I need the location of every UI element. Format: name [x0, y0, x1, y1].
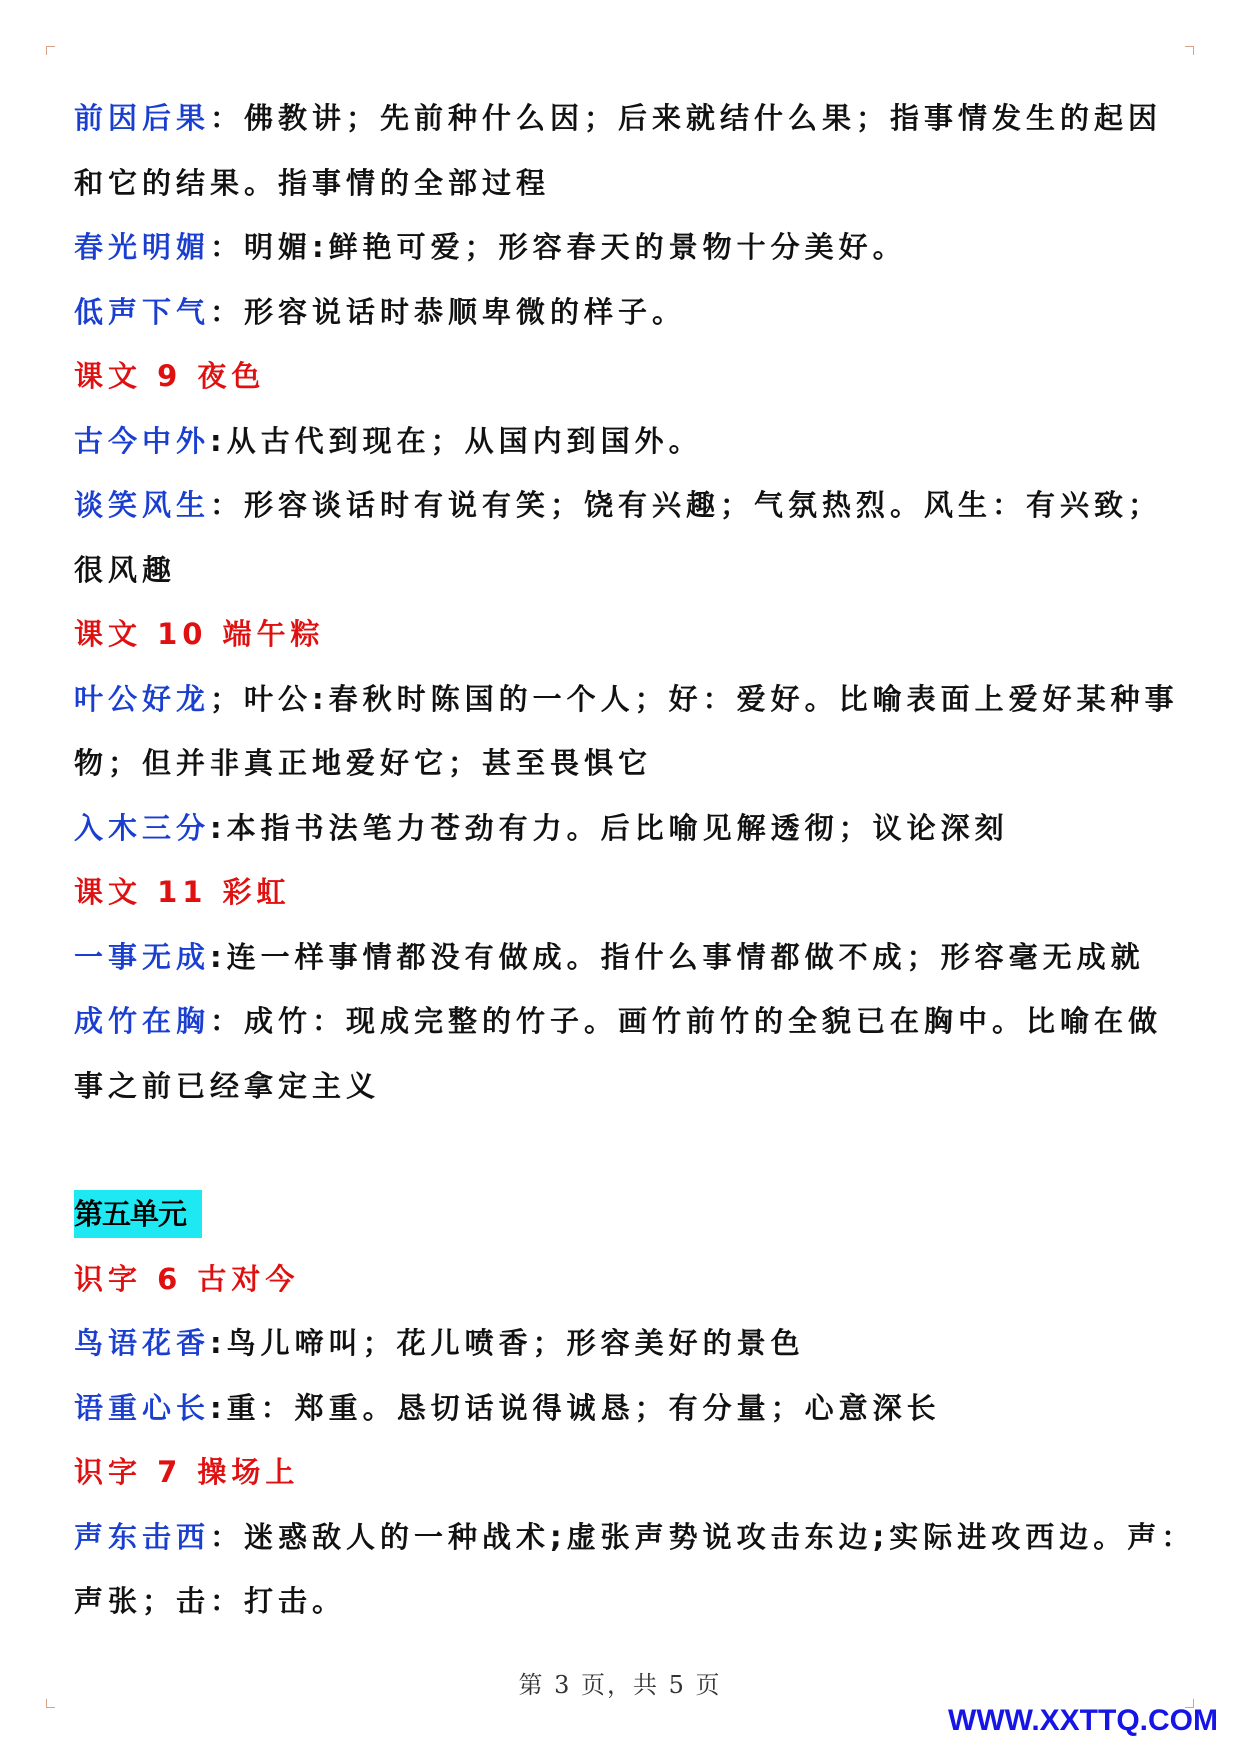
- idiom-entry: [74, 409, 1174, 474]
- idiom-term: 古今中外: [74, 423, 211, 458]
- idiom-entry: [74, 667, 1179, 732]
- idiom-definition-continued: 物；但并非真正地爱好它；甚至畏惧它: [74, 746, 653, 780]
- idiom-definition: :鸟儿啼叫；花儿喷香；形容美好的景色: [210, 1326, 805, 1360]
- idiom-definition: ：迷惑敌人的一种战术;虚张声势说攻击东边;实际进攻西边。声：: [210, 1519, 1196, 1554]
- idiom-term: 语重心长: [74, 1390, 211, 1425]
- idiom-definition: :连一样事情都没有做成。指什么事情都做不成；形容毫无成就: [210, 939, 1145, 974]
- idiom-entry: [74, 473, 1174, 538]
- idiom-entry: [74, 86, 1174, 151]
- idiom-entry: [74, 989, 1174, 1054]
- site-watermark: WWW.XXTTQ.COM: [948, 1704, 1218, 1737]
- idiom-term: 成竹在胸: [74, 1004, 211, 1038]
- idiom-term: 声东击西: [74, 1519, 211, 1554]
- idiom-definition: ：形容说话时恭顺卑微的样子。: [210, 294, 687, 329]
- page-number-footer: 第 3 页，共 5 页: [518, 1671, 722, 1699]
- idiom-definition: :本指书法笔力苍劲有力。后比喻见解透彻；议论深刻: [210, 810, 1009, 845]
- idiom-entry: [74, 796, 1174, 861]
- idiom-term: 一事无成: [74, 939, 211, 974]
- idiom-entry: [74, 215, 1174, 280]
- idiom-term: 谈笑风生: [74, 488, 211, 522]
- idiom-entry: [74, 1505, 1196, 1570]
- idiom-entry: [74, 1376, 1174, 1441]
- idiom-definition-continued: 很风趣: [74, 552, 177, 587]
- idiom-entry: [74, 1311, 1174, 1376]
- idiom-definition: ：形容谈话时有说有笑；饶有兴趣；气氛热烈。风生：有兴致；: [210, 488, 1163, 522]
- lesson-heading: 课文 11 彩虹: [74, 875, 291, 909]
- idiom-definition: ：成竹：现成完整的竹子。画竹前竹的全貌已在胸中。比喻在做: [210, 1004, 1163, 1038]
- idiom-definition: ：明媚:鲜艳可爱；形容春天的景物十分美好。: [210, 230, 907, 264]
- idiom-definition: ；叶公:春秋时陈国的一个人；好：爱好。比喻表面上爱好某种事: [210, 681, 1179, 716]
- idiom-term: 低声下气: [74, 294, 211, 329]
- idiom-definition: ：佛教讲；先前种什么因；后来就结什么果；指事情发生的起因: [210, 101, 1163, 135]
- crop-mark-top-left: [46, 46, 55, 55]
- crop-mark-bottom-left: [46, 1699, 55, 1708]
- lesson-heading: 课文 10 端午粽: [74, 617, 325, 651]
- idiom-term: 鸟语花香: [74, 1326, 211, 1360]
- idiom-definition: :重：郑重。恳切话说得诚恳；有分量；心意深长: [210, 1390, 941, 1425]
- idiom-entry: [74, 280, 1174, 345]
- idiom-term: 前因后果: [74, 101, 211, 135]
- idiom-definition-continued: 声张；击：打击。: [74, 1584, 347, 1618]
- unit-heading-row: [74, 1182, 1174, 1247]
- page-content: [74, 86, 1196, 1634]
- lesson-heading: 识字 6 古对今: [74, 1261, 300, 1296]
- idiom-term: 春光明媚: [74, 230, 211, 264]
- lesson-heading: 识字 7 操场上: [74, 1455, 300, 1489]
- lesson-heading: 课文 9 夜色: [74, 359, 266, 393]
- idiom-term: 叶公好龙: [74, 681, 211, 716]
- idiom-definition-continued: 事之前已经拿定主义: [74, 1068, 381, 1103]
- idiom-entry: [74, 925, 1174, 990]
- idiom-definition: :从古代到现在；从国内到国外。: [210, 423, 703, 458]
- idiom-definition-continued: 和它的结果。指事情的全部过程: [74, 165, 551, 200]
- idiom-term: 入木三分: [74, 810, 211, 845]
- unit-title: 第五单元: [74, 1190, 202, 1238]
- crop-mark-top-right: [1185, 46, 1194, 55]
